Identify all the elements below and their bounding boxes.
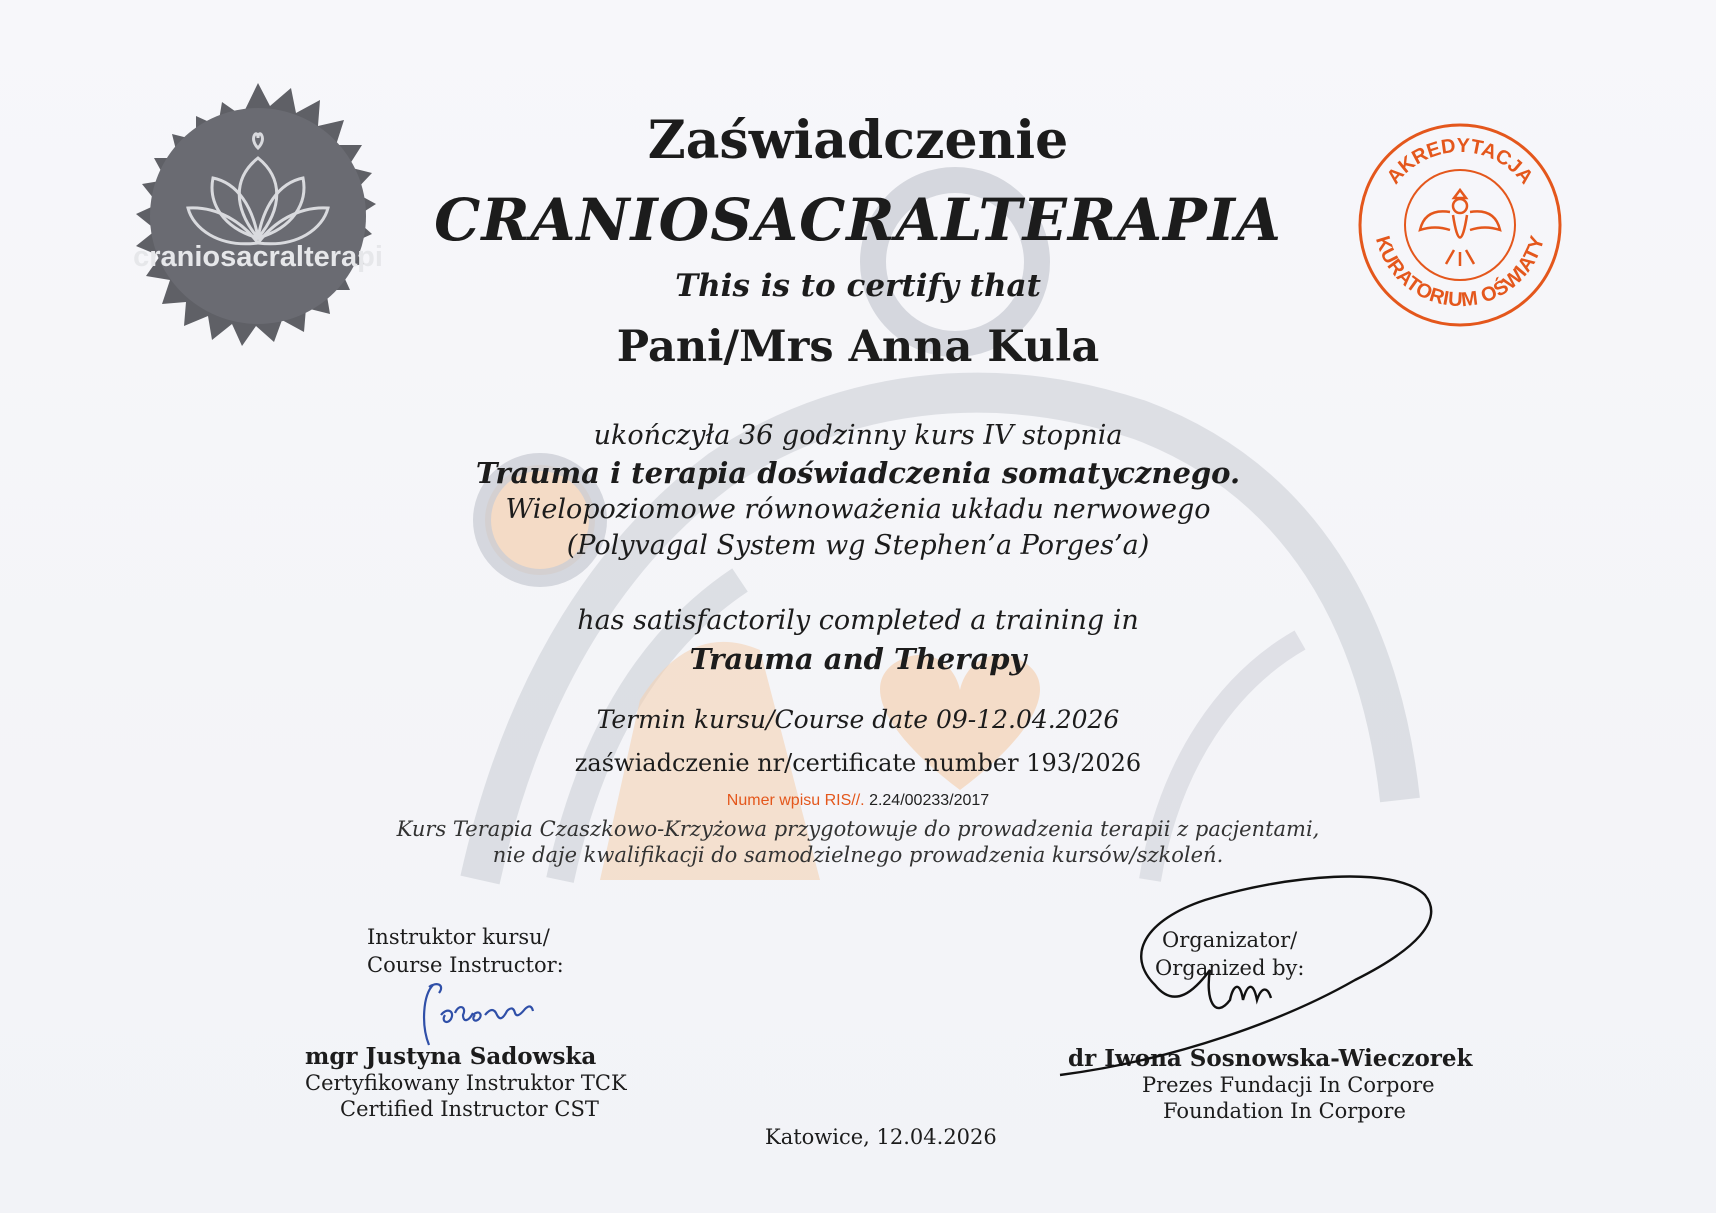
organizer-role-pl: Organizator/ [1162, 928, 1298, 952]
note-line-1: Kurs Terapia Czaszkowo-Krzyżowa przygotowuje do prowadzenia terapii z pacjentami, [396, 817, 1320, 841]
instructor-name: mgr Justyna Sadowska [305, 1043, 597, 1070]
course-subtitle-line2: (Polyvagal System wg Stephen’a Porges’a) [566, 530, 1150, 561]
organizer-name: dr Iwona Sosnowska-Wieczorek [1068, 1045, 1473, 1072]
instructor-role-pl: Instruktor kursu/ [367, 925, 550, 949]
ris-value: 2.24/00233/2017 [869, 792, 990, 809]
place-date: Katowice, 12.04.2026 [765, 1125, 997, 1149]
ris-label: Numer wpisu RIS//. [726, 792, 865, 809]
certificate-subtitle: CRANIOSACRALTERAPIA [434, 186, 1282, 254]
organizer-role-en: Organized by: [1155, 956, 1305, 980]
course-title-en: Trauma and Therapy [689, 642, 1027, 676]
instructor-title-pl: Certyfikowany Instruktor TCK [305, 1071, 627, 1095]
course-date: Termin kursu/Course date 09-12.04.2026 [596, 705, 1120, 734]
completion-line: has satisfactorily completed a training in [577, 605, 1139, 636]
organizer-title-en: Foundation In Corpore [1163, 1099, 1406, 1123]
ris-number [0, 792, 1716, 810]
instructor-title-en: Certified Instructor CST [340, 1097, 599, 1121]
certify-line: This is to certify that [675, 268, 1041, 304]
recipient-name: Pani/Mrs Anna Kula [616, 322, 1100, 372]
course-title-pl: Trauma i terapia doświadczenia somatycznego. [475, 456, 1241, 490]
organizer-signature [1055, 870, 1450, 1085]
note-line-2: nie daje kwalifikacji do samodzielnego prowadzenia kursów/szkoleń. [492, 843, 1224, 867]
instructor-role-en: Course Instructor: [367, 953, 564, 977]
certificate-title: Zaświadczenie [647, 110, 1069, 171]
svg-text:craniosacralterapi: craniosacralterapi [133, 241, 383, 273]
course-subtitle-line1: Wielopoziomowe równoważenia układu nerwowego [505, 494, 1211, 525]
svg-text:KURATORIUM OŚWIATY: KURATORIUM OŚWIATY [1370, 233, 1550, 312]
svg-text:AKREDYTACJA: AKREDYTACJA [1382, 134, 1538, 189]
course-level-line: ukończyła 36 godzinny kurs IV stopnia [593, 420, 1123, 451]
certificate-number: zaświadczenie nr/certificate number 193/2026 [574, 749, 1142, 777]
organizer-title-pl: Prezes Fundacji In Corpore [1142, 1073, 1435, 1097]
